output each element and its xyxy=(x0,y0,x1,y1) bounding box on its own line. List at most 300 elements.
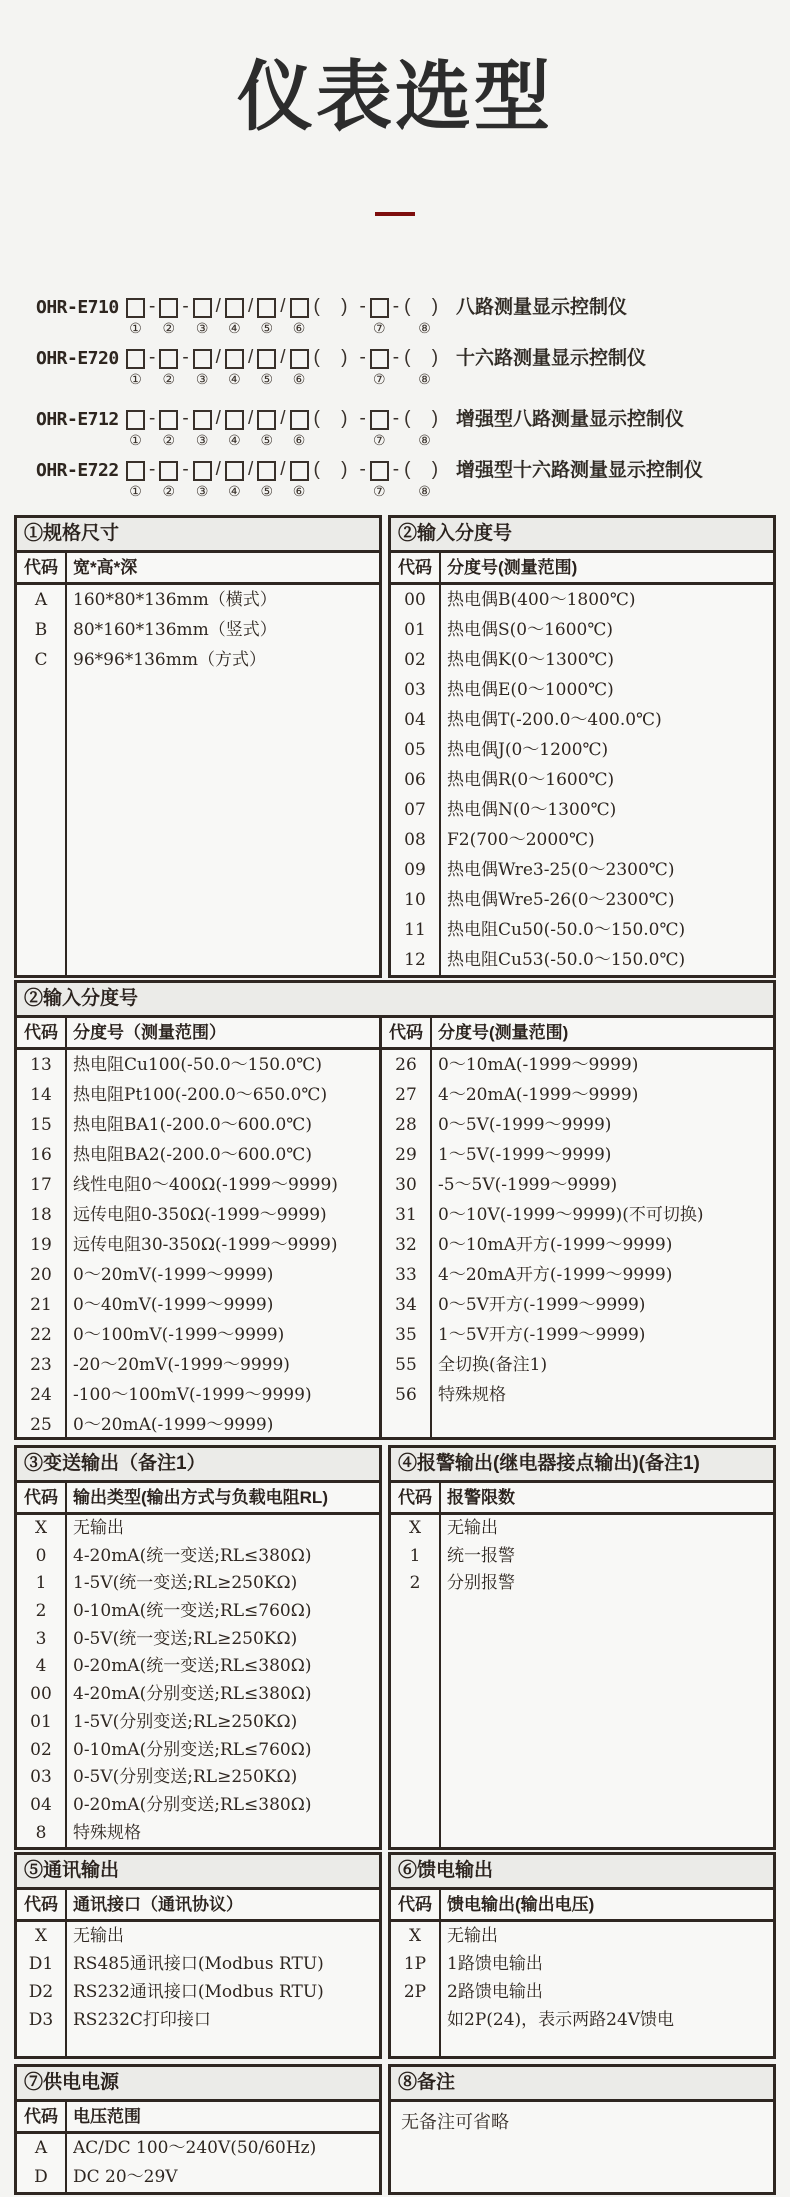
code-cell: 11 xyxy=(404,920,426,940)
code-box-slot xyxy=(124,459,147,500)
desc-cell: 热电偶K(0～1300℃) xyxy=(447,650,615,670)
code-cell: 15 xyxy=(30,1115,52,1135)
position-number xyxy=(184,320,188,337)
table-column-header xyxy=(17,1890,379,1922)
spec-table xyxy=(388,1852,776,2059)
table-body xyxy=(382,1050,773,1440)
desc-column xyxy=(67,1515,379,1847)
desc-cell: -20～20mV(-1999～9999) xyxy=(73,1355,290,1375)
code-column xyxy=(391,1922,441,2056)
spec-section xyxy=(14,1445,776,1847)
code-cell: D3 xyxy=(28,2010,54,2030)
position-number: ⑤ xyxy=(260,320,273,336)
position-number xyxy=(332,371,336,388)
desc-cell: 0～10mA(-1999～9999) xyxy=(438,1055,639,1075)
column-header-desc: 分度号(测量范围) xyxy=(447,558,578,577)
code-separator xyxy=(214,296,223,337)
table-body xyxy=(17,585,379,975)
model-code-row xyxy=(36,296,790,340)
model-code-pattern xyxy=(124,347,448,388)
code-separator xyxy=(180,459,190,500)
code-separator xyxy=(147,347,157,388)
position-number: ⑥ xyxy=(292,483,306,499)
position-number: ① xyxy=(129,432,142,448)
section-title: ⑧备注 xyxy=(391,2067,773,2102)
desc-cell: 无输出 xyxy=(447,1518,498,1538)
code-separator xyxy=(278,459,287,500)
code-box-slot xyxy=(255,296,278,337)
spec-table xyxy=(14,1852,382,2059)
code-cell: 10 xyxy=(404,890,426,910)
position-number: ② xyxy=(162,320,176,336)
model-name: OHR-E712 xyxy=(36,409,119,430)
code-box-slot xyxy=(368,408,391,449)
desc-cell: RS232C打印接口 xyxy=(73,2010,211,2030)
code-separator xyxy=(214,347,223,388)
position-number: ③ xyxy=(195,371,209,387)
position-number xyxy=(184,371,188,388)
spec-section xyxy=(14,515,776,975)
position-number: ④ xyxy=(228,371,241,387)
code-separator xyxy=(180,296,190,337)
code-box xyxy=(370,349,389,369)
code-box-slot xyxy=(223,296,246,337)
position-number: ⑧ xyxy=(418,320,431,336)
code-column xyxy=(391,1515,441,1847)
position-number xyxy=(394,371,398,388)
code-box xyxy=(126,298,145,318)
code-box xyxy=(193,461,212,481)
code-cell: D2 xyxy=(28,1982,54,2002)
column-header-code: 代码 xyxy=(17,1483,67,1512)
code-cell: 04 xyxy=(404,710,426,730)
code-box-slot xyxy=(368,296,391,337)
spec-section xyxy=(14,2064,776,2193)
desc-cell: 热电阻Pt100(-200.0～650.0℃) xyxy=(73,1085,328,1105)
spec-section xyxy=(14,980,776,1440)
code-cell: D xyxy=(34,2167,48,2187)
code-cell: 18 xyxy=(30,1205,52,1225)
code-separator xyxy=(278,347,287,388)
code-cell: A xyxy=(34,590,48,610)
position-number xyxy=(361,320,365,337)
code-box-slot xyxy=(191,408,214,449)
desc-cell: 4～20mA开方(-1999～9999) xyxy=(438,1265,673,1285)
code-cell: 35 xyxy=(395,1325,417,1345)
table-column-header xyxy=(17,1483,379,1515)
code-separator xyxy=(214,459,223,500)
code-cell: 01 xyxy=(30,1711,52,1732)
position-number xyxy=(281,320,285,337)
model-name: OHR-E710 xyxy=(36,297,119,318)
desc-cell: 全切换(备注1) xyxy=(438,1355,548,1375)
separator-glyph: / xyxy=(280,347,286,368)
desc-cell: -100～100mV(-1999～9999) xyxy=(73,1385,312,1405)
position-number xyxy=(361,371,365,388)
desc-cell: 0～20mV(-1999～9999) xyxy=(73,1265,274,1285)
position-number: ⑧ xyxy=(418,432,431,448)
separator-glyph: ( ) xyxy=(404,459,447,480)
separator-glyph: - xyxy=(359,408,366,429)
position-number xyxy=(281,371,285,388)
code-separator xyxy=(357,296,367,337)
desc-cell: 2路馈电输出 xyxy=(447,1982,543,2002)
position-number: ② xyxy=(162,483,176,499)
code-box-slot xyxy=(124,347,147,388)
position-number xyxy=(184,432,188,449)
code-cell: 19 xyxy=(30,1235,52,1255)
model-description: 八路测量显示控制仪 xyxy=(456,297,628,318)
code-cell: X xyxy=(408,1926,422,1946)
code-separator xyxy=(391,347,401,388)
code-box-slot xyxy=(288,459,311,500)
code-separator xyxy=(311,459,358,500)
code-box xyxy=(126,410,145,430)
code-separator xyxy=(311,296,358,337)
code-cell xyxy=(391,2006,439,2034)
desc-cell: 统一报警 xyxy=(447,1545,515,1566)
position-number xyxy=(216,320,220,337)
code-box xyxy=(257,349,276,369)
table-body xyxy=(17,1515,379,1847)
table-body xyxy=(17,1050,379,1440)
desc-column xyxy=(441,1515,773,1847)
code-box xyxy=(370,410,389,430)
separator-glyph: ( ) xyxy=(313,408,356,429)
position-number xyxy=(150,432,154,449)
desc-cell: 如2P(24)，表示两路24V馈电 xyxy=(447,2010,675,2030)
position-number xyxy=(394,483,398,500)
desc-cell: RS232通讯接口(Modbus RTU) xyxy=(73,1982,324,2002)
separator-glyph: - xyxy=(359,296,366,317)
model-code-list xyxy=(36,296,790,503)
code-separator xyxy=(180,408,190,449)
desc-column xyxy=(441,585,773,975)
code-box xyxy=(290,410,309,430)
code-separator xyxy=(147,296,157,337)
desc-cell: 0～10V(-1999～9999)(不可切换) xyxy=(438,1205,704,1225)
code-cell: 2P xyxy=(403,1982,427,2002)
position-number: ⑥ xyxy=(292,432,306,448)
position-number xyxy=(249,483,253,500)
model-code-row xyxy=(36,459,790,503)
code-box xyxy=(290,461,309,481)
position-number: ⑦ xyxy=(372,320,386,336)
position-number: ⑦ xyxy=(372,371,386,387)
desc-cell: 无输出 xyxy=(73,1926,124,1946)
code-separator xyxy=(311,408,358,449)
position-number: ⑤ xyxy=(260,371,273,387)
desc-cell: DC 20～29V xyxy=(73,2167,178,2187)
code-separator xyxy=(278,296,287,337)
model-code-row xyxy=(36,408,790,452)
separator-glyph: / xyxy=(247,296,254,317)
model-name: OHR-E722 xyxy=(36,460,119,481)
position-number: ② xyxy=(162,432,176,448)
desc-cell: 热电偶S(0～1600℃) xyxy=(447,620,614,640)
spec-table xyxy=(14,2064,382,2195)
code-cell: 27 xyxy=(395,1085,417,1105)
column-header-code: 代码 xyxy=(391,1483,441,1512)
code-box-slot xyxy=(368,459,391,500)
position-number xyxy=(281,432,285,449)
code-box-slot xyxy=(255,408,278,449)
section-title: ⑦供电电源 xyxy=(17,2067,379,2102)
separator-glyph: - xyxy=(182,459,189,480)
code-column xyxy=(17,1050,67,1440)
separator-glyph: / xyxy=(247,408,254,429)
code-box-slot xyxy=(255,347,278,388)
code-cell: 26 xyxy=(395,1055,417,1075)
code-box-slot xyxy=(288,296,311,337)
separator-glyph: - xyxy=(392,347,400,368)
code-cell: 31 xyxy=(395,1205,417,1225)
code-box xyxy=(370,461,389,481)
code-cell: 8 xyxy=(35,1822,47,1843)
code-cell: 2 xyxy=(409,1573,421,1594)
section-title: ①规格尺寸 xyxy=(17,518,379,553)
code-cell: 30 xyxy=(395,1175,417,1195)
code-cell: 1 xyxy=(409,1545,421,1566)
code-cell: 56 xyxy=(395,1385,417,1405)
spec-table xyxy=(388,1445,776,1850)
section-title: ③变送输出（备注1） xyxy=(17,1448,379,1483)
code-box xyxy=(225,298,244,318)
spec-table xyxy=(388,515,776,978)
position-number xyxy=(394,320,398,337)
separator-glyph: ( ) xyxy=(404,347,447,368)
code-cell: 23 xyxy=(30,1355,52,1375)
spec-table xyxy=(388,2064,776,2195)
column-header-desc: 输出类型(输出方式与负载电阻RL) xyxy=(73,1488,328,1507)
desc-cell: 热电阻Cu50(-50.0～150.0℃) xyxy=(447,920,686,940)
model-code-pattern xyxy=(124,296,448,337)
table-column-header xyxy=(17,2102,379,2134)
code-cell: 09 xyxy=(404,860,426,880)
position-number: ⑦ xyxy=(372,432,386,448)
code-box-slot xyxy=(223,408,246,449)
separator-glyph: / xyxy=(280,408,286,429)
separator-glyph: / xyxy=(215,459,221,480)
code-separator xyxy=(147,408,157,449)
position-number xyxy=(332,320,336,337)
code-separator xyxy=(357,459,367,500)
model-description: 增强型八路测量显示控制仪 xyxy=(456,409,685,430)
desc-cell: F2(700～2000℃) xyxy=(447,830,595,850)
desc-cell: AC/DC 100～240V(50/60Hz) xyxy=(73,2138,317,2158)
section-title: ④报警输出(继电器接点输出)(备注1) xyxy=(391,1448,773,1483)
separator-glyph: - xyxy=(359,347,366,368)
code-box-slot xyxy=(157,459,180,500)
code-cell: X xyxy=(34,1926,48,1946)
code-cell: 03 xyxy=(404,680,426,700)
code-cell: 08 xyxy=(404,830,426,850)
model-description: 十六路测量显示控制仪 xyxy=(456,348,647,369)
table-body xyxy=(391,1922,773,2056)
position-number: ⑦ xyxy=(372,483,386,499)
position-number xyxy=(361,432,365,449)
code-box-slot xyxy=(223,347,246,388)
model-code-row xyxy=(36,347,790,391)
code-separator xyxy=(357,347,367,388)
section-title: ⑤通讯输出 xyxy=(17,1855,379,1890)
table-column-header xyxy=(391,1890,773,1922)
separator-glyph: / xyxy=(215,347,221,368)
desc-cell: 0-20mA(统一变送;RL≤380Ω) xyxy=(73,1656,312,1677)
section-note: 无备注可省略 xyxy=(401,2112,509,2133)
position-number xyxy=(216,432,220,449)
desc-cell: 热电偶Wre3-25(0～2300℃) xyxy=(447,860,675,880)
desc-column xyxy=(67,2134,379,2192)
table-body xyxy=(17,2134,379,2192)
code-box xyxy=(290,298,309,318)
table-column-header xyxy=(382,1018,773,1050)
code-box-slot xyxy=(124,296,147,337)
code-box xyxy=(290,349,309,369)
code-separator xyxy=(246,347,255,388)
column-header-desc: 报警限数 xyxy=(447,1488,515,1507)
desc-cell: 0-5V(统一变送;RL≥250KΩ) xyxy=(73,1628,298,1649)
desc-cell: 热电阻BA2(-200.0～600.0℃) xyxy=(73,1145,312,1165)
code-box-slot xyxy=(157,296,180,337)
code-cell: X xyxy=(34,1518,48,1538)
position-number: ③ xyxy=(195,483,209,499)
spec-sections xyxy=(14,515,776,2193)
code-box xyxy=(257,410,276,430)
model-code-pattern xyxy=(124,408,448,449)
code-box xyxy=(126,461,145,481)
desc-cell: 热电阻BA1(-200.0～600.0℃) xyxy=(73,1115,312,1135)
separator-glyph: - xyxy=(182,347,189,368)
spec-section xyxy=(14,1852,776,2059)
code-box xyxy=(225,410,244,430)
column-header-desc: 宽*高*深 xyxy=(73,558,138,577)
code-cell: 13 xyxy=(30,1055,52,1075)
desc-cell: 0～10mA开方(-1999～9999) xyxy=(438,1235,673,1255)
separator-glyph: - xyxy=(392,459,400,480)
position-number: ③ xyxy=(195,320,209,336)
desc-cell: -5～5V(-1999～9999) xyxy=(438,1175,618,1195)
code-cell: 55 xyxy=(395,1355,417,1375)
column-header-code: 代码 xyxy=(17,1890,67,1919)
desc-cell: 1-5V(统一变送;RL≥250KΩ) xyxy=(73,1573,298,1594)
code-box xyxy=(126,349,145,369)
position-number: ⑧ xyxy=(418,483,431,499)
code-cell: 16 xyxy=(30,1145,52,1165)
code-column xyxy=(382,1050,432,1440)
code-cell: 20 xyxy=(30,1265,52,1285)
code-cell: 02 xyxy=(30,1739,52,1760)
separator-glyph: / xyxy=(247,459,254,480)
code-box xyxy=(370,298,389,318)
code-separator xyxy=(401,347,448,388)
desc-column xyxy=(67,585,379,975)
separator-glyph: - xyxy=(182,296,189,317)
desc-cell: 1～5V开方(-1999～9999) xyxy=(438,1325,646,1345)
position-number: ① xyxy=(129,371,142,387)
desc-cell: 分别报警 xyxy=(447,1573,515,1594)
code-cell: 02 xyxy=(404,650,426,670)
separator-glyph: - xyxy=(392,296,400,317)
code-box xyxy=(159,461,178,481)
separator-glyph: - xyxy=(359,459,366,480)
code-cell: A xyxy=(34,2138,48,2158)
separator-glyph: - xyxy=(149,459,156,480)
code-separator xyxy=(214,408,223,449)
desc-cell: 4～20mA(-1999～9999) xyxy=(438,1085,639,1105)
desc-cell: 远传电阻0-350Ω(-1999～9999) xyxy=(73,1205,327,1225)
left-column-group xyxy=(17,1018,382,1440)
code-box-slot xyxy=(124,408,147,449)
separator-glyph: ( ) xyxy=(313,347,356,368)
code-cell: 04 xyxy=(30,1794,52,1815)
desc-cell: 0～5V(-1999～9999) xyxy=(438,1115,612,1135)
code-box-slot xyxy=(223,459,246,500)
spec-table xyxy=(14,1445,382,1850)
code-separator xyxy=(180,347,190,388)
desc-cell: 热电阻Cu53(-50.0～150.0℃) xyxy=(447,950,686,970)
column-header-code: 代码 xyxy=(391,553,441,582)
section-title: ⑥馈电输出 xyxy=(391,1855,773,1890)
position-number: ① xyxy=(129,483,142,499)
code-column xyxy=(17,2134,67,2192)
separator-glyph: ( ) xyxy=(313,459,356,480)
code-column xyxy=(17,1515,67,1847)
code-cell: 14 xyxy=(30,1085,52,1105)
column-header-desc: 分度号（测量范围） xyxy=(73,1023,226,1042)
code-separator xyxy=(401,408,448,449)
code-column xyxy=(17,585,67,975)
code-cell: 34 xyxy=(395,1295,417,1315)
model-code-pattern xyxy=(124,459,448,500)
table-body xyxy=(17,1922,379,2056)
desc-cell: 热电偶R(0～1600℃) xyxy=(447,770,615,790)
table-column-header xyxy=(391,553,773,585)
code-column xyxy=(17,1922,67,2056)
separator-glyph: / xyxy=(247,347,254,368)
desc-column xyxy=(67,1050,379,1440)
code-box-slot xyxy=(255,459,278,500)
code-cell: B xyxy=(34,620,48,640)
position-number: ⑧ xyxy=(418,371,431,387)
separator-glyph: - xyxy=(149,408,156,429)
right-column-group xyxy=(382,1018,773,1440)
code-separator xyxy=(246,408,255,449)
code-column xyxy=(391,585,441,975)
desc-cell: 热电阻Cu100(-50.0～150.0℃) xyxy=(73,1055,322,1075)
position-number: ⑥ xyxy=(292,320,306,336)
desc-cell: 0-10mA(统一变送;RL≤760Ω) xyxy=(73,1601,312,1622)
code-separator xyxy=(391,459,401,500)
code-separator xyxy=(278,408,287,449)
code-box-slot xyxy=(288,347,311,388)
code-cell: 03 xyxy=(30,1767,52,1788)
code-separator xyxy=(147,459,157,500)
code-box xyxy=(193,349,212,369)
code-cell: 25 xyxy=(30,1415,52,1435)
position-number xyxy=(184,483,188,500)
position-number: ⑤ xyxy=(260,432,273,448)
code-cell: 33 xyxy=(395,1265,417,1285)
section-title: ②输入分度号 xyxy=(391,518,773,553)
separator-glyph: - xyxy=(149,296,156,317)
code-box xyxy=(159,298,178,318)
code-box xyxy=(225,461,244,481)
desc-cell: 0～100mV(-1999～9999) xyxy=(73,1325,285,1345)
column-header-code: 代码 xyxy=(17,2102,67,2131)
position-number xyxy=(394,432,398,449)
desc-cell: 热电偶J(0～1200℃) xyxy=(447,740,609,760)
